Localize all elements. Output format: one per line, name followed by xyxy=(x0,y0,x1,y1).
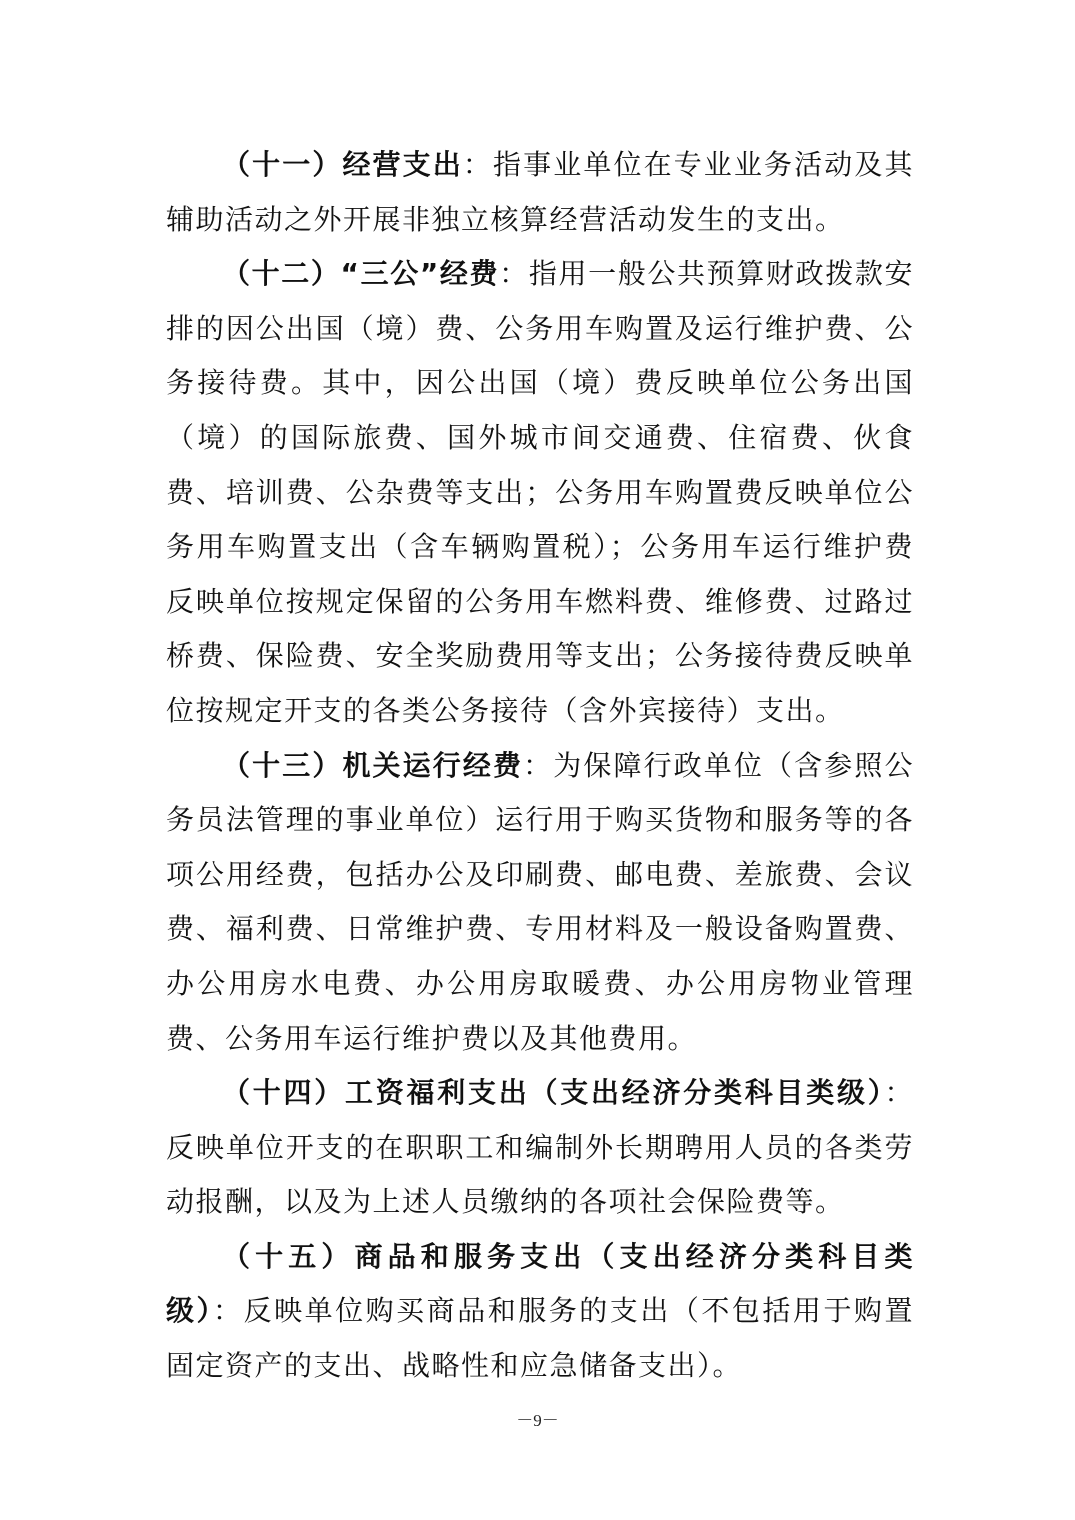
paragraph-term: （十一）经营支出 xyxy=(222,148,463,181)
paragraph-text: ：反映单位购买商品和服务的支出（不包括用于购置固定资产的支出、战略性和应急储备支出）。 xyxy=(166,1294,914,1383)
paragraph-term: （十四）工资福利支出（支出经济分类科目类级） xyxy=(222,1076,885,1110)
paragraph-goods-services-expenditure xyxy=(166,1230,914,1394)
paragraph-term: （十二）“三公”经费 xyxy=(222,257,500,291)
paragraph-business-expenditure xyxy=(166,138,914,247)
paragraph-three-public-expenses xyxy=(166,247,914,738)
paragraph-wage-welfare-expenditure xyxy=(166,1066,914,1230)
paragraph-text: ：指用一般公共预算财政拨款安排的因公出国（境）费、公务用车购置及运行维护费、公务接待费。其中，因公出国（境）费反映单位公务出国（境）的国际旅费、国外城市间交通费、住宿费、伙食费、培训费、公杂费等支出；公务用车购置费反映单位公务用车购置支出（含车辆购置税）；公务用车运行维护费反映单位按规定保留的公务用车燃料费、维修费、过路过桥费、保险费、安全奖励费用等支出；公务接待费反映单位按规定开支的各类公务接待（含外宾接待）支出。 xyxy=(166,257,914,727)
page-number: －9－ xyxy=(516,1411,559,1430)
paragraph-text: ：反映单位开支的在职职工和编制外长期聘用人员的各类劳动报酬，以及为上述人员缴纳的各项社会保险费等。 xyxy=(166,1076,914,1219)
paragraph-agency-operating-expenses xyxy=(166,739,914,1067)
paragraph-text: ：指事业单位在专业业务活动及其辅助活动之外开展非独立核算经营活动发生的支出。 xyxy=(166,148,914,236)
paragraph-term: （十三）机关运行经费 xyxy=(222,748,524,782)
paragraph-text: ：为保障行政单位（含参照公务员法管理的事业单位）运行用于购买货物和服务等的各项公用经费，包括办公及印刷费、邮电费、差旅费、会议费、福利费、日常维护费、专用材料及一般设备购置费、办公用房水电费、办公用房取暖费、办公用房物业管理费、公务用车运行维护费以及其他费用。 xyxy=(166,748,914,1055)
document-body xyxy=(166,138,914,1394)
paragraph-term: （十五）商品和服务支出（支出经济分类科目类级） xyxy=(166,1239,914,1328)
